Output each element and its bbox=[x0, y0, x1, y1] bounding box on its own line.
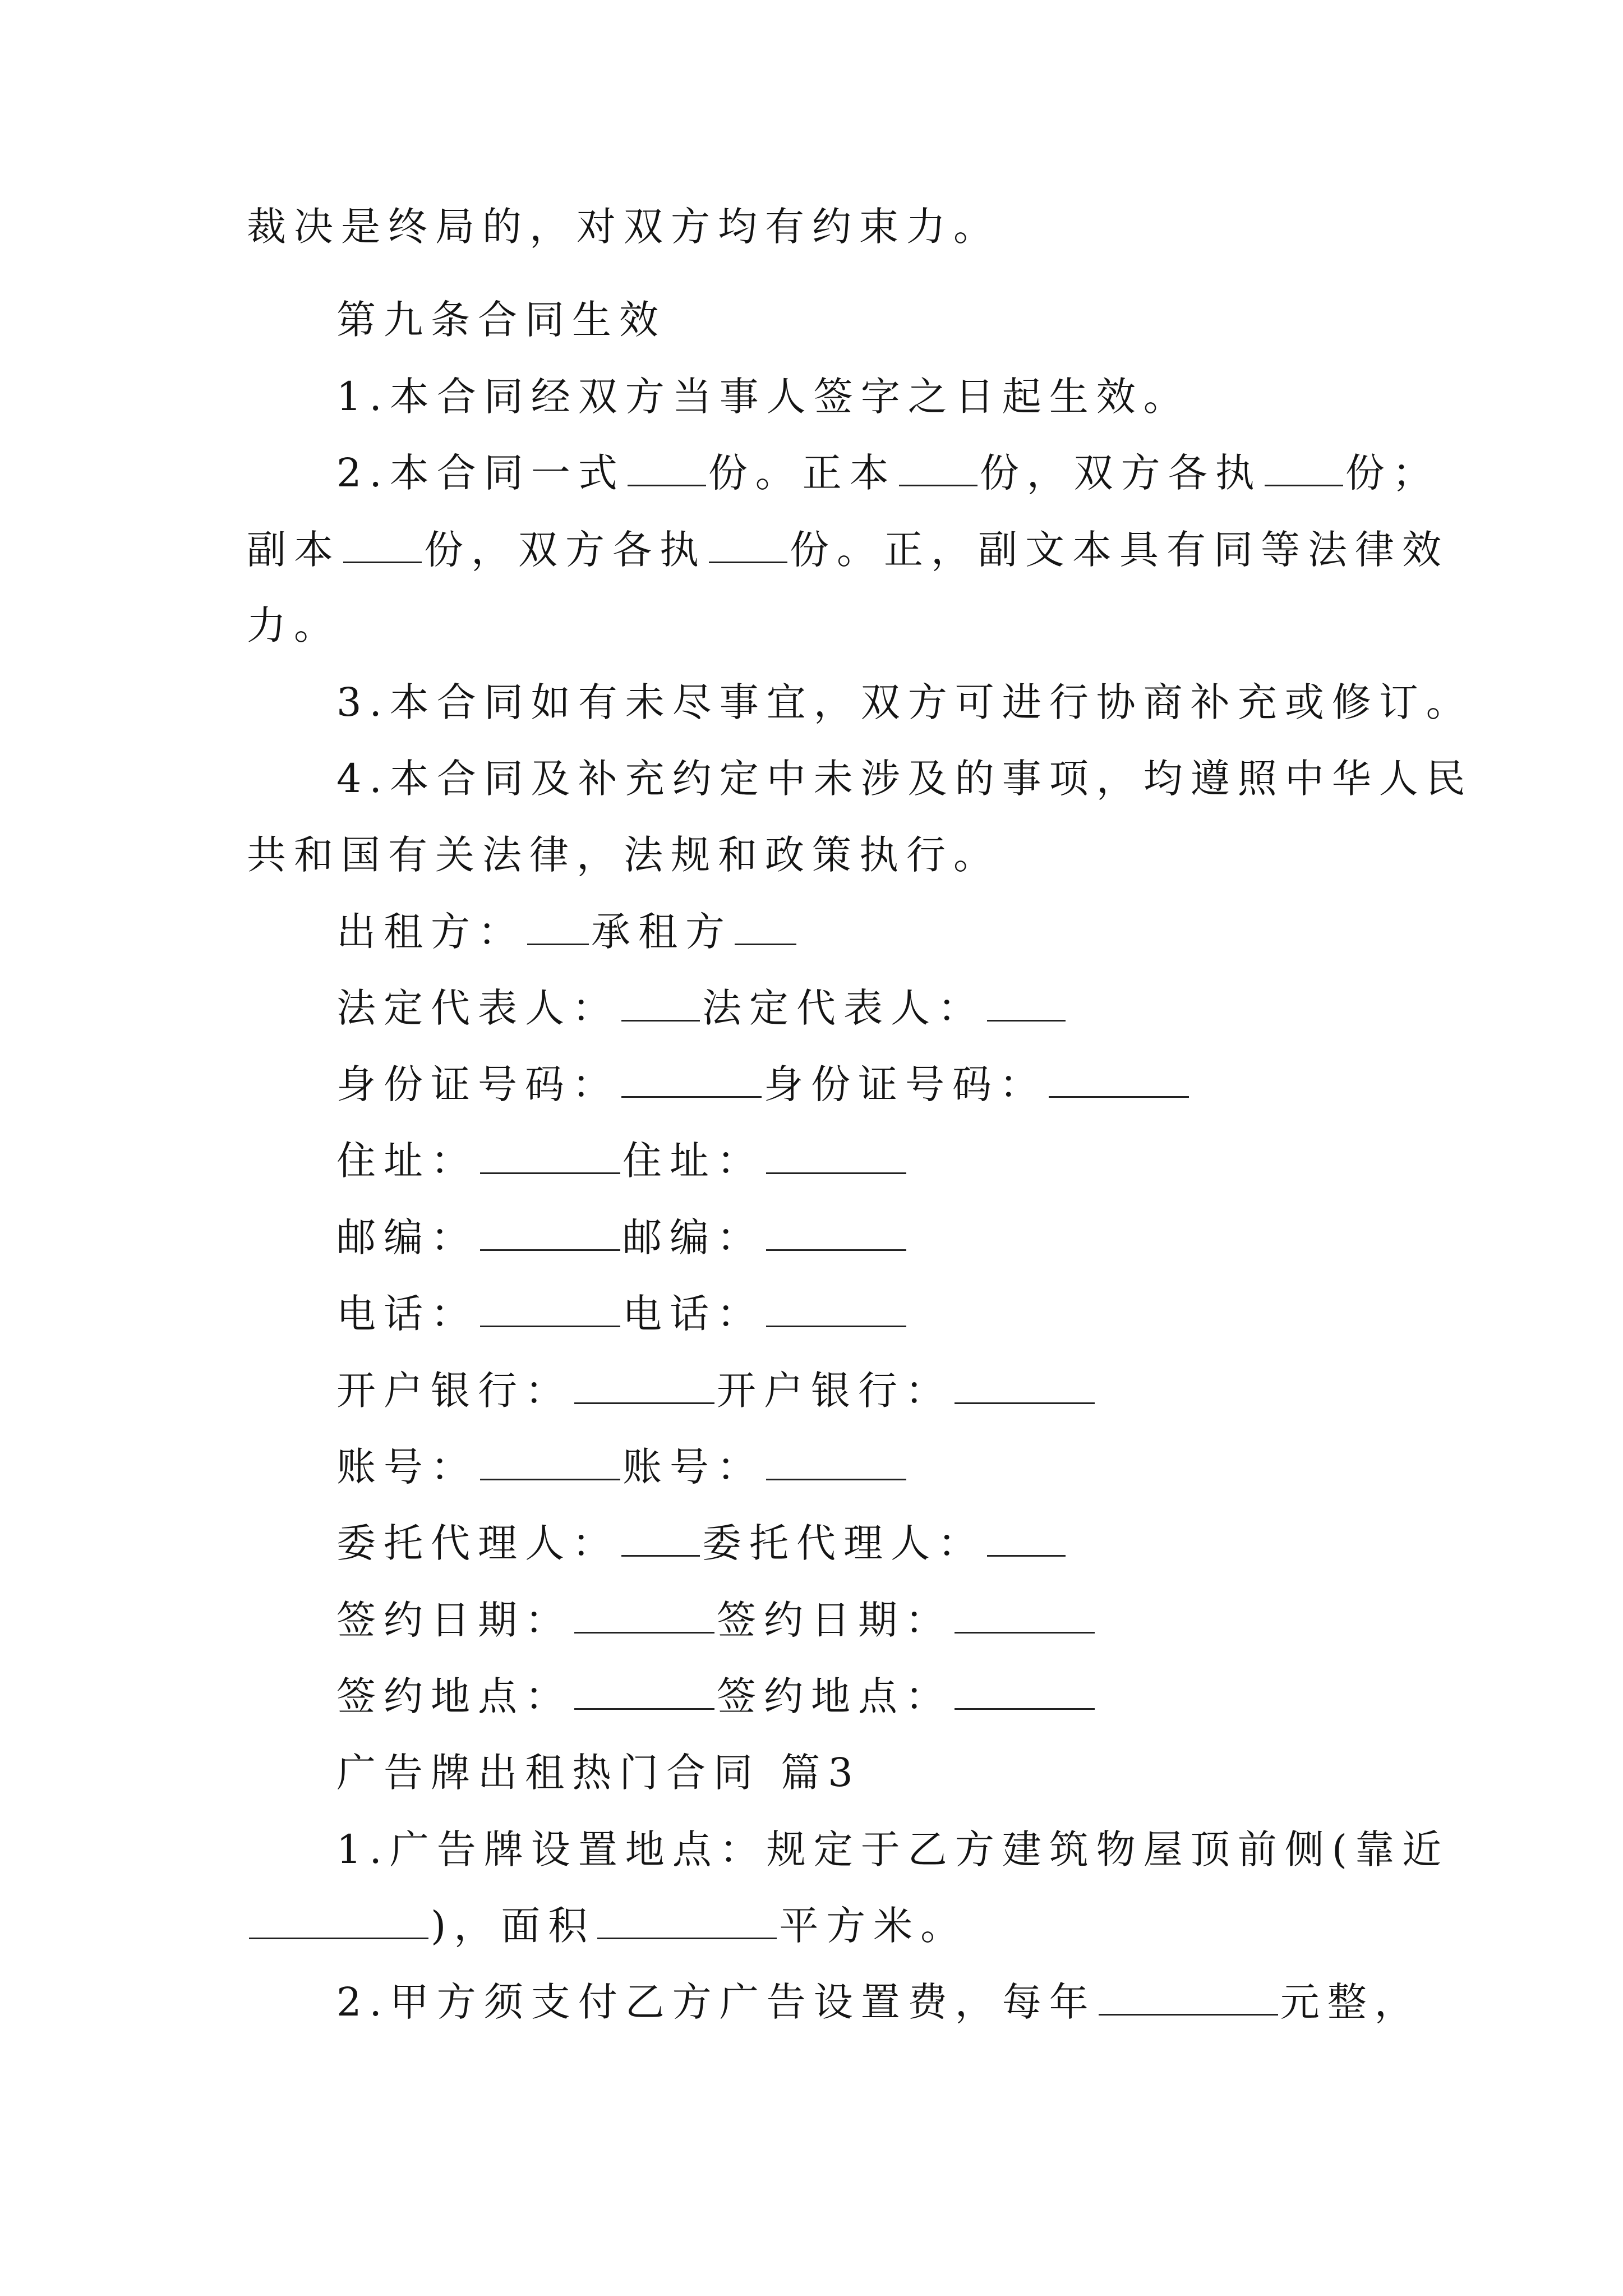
fill-blank[interactable] bbox=[955, 1598, 1095, 1634]
fill-blank[interactable] bbox=[709, 528, 787, 563]
fill-blank[interactable] bbox=[766, 1216, 906, 1251]
fill-blank[interactable] bbox=[249, 1904, 428, 1939]
clause-text: 4.本合同及补充约定中未涉及的事项，均遵照中华人民 bbox=[336, 756, 1473, 802]
fill-blank[interactable] bbox=[574, 1598, 714, 1634]
clause-text: 副本 bbox=[247, 527, 341, 573]
field-label: 法定代表人： bbox=[702, 985, 985, 1031]
fill-blank[interactable] bbox=[343, 528, 422, 563]
clause-text: 2.本合同一式 bbox=[336, 450, 625, 496]
clause-text: 份，双方各执 bbox=[424, 527, 707, 573]
fill-blank[interactable] bbox=[621, 986, 700, 1022]
clause-line bbox=[247, 599, 341, 652]
fill-blank[interactable] bbox=[574, 1674, 714, 1710]
signature-row bbox=[336, 981, 1068, 1035]
field-label: 出租方： bbox=[336, 909, 525, 955]
fill-blank[interactable] bbox=[527, 910, 589, 945]
fill-blank[interactable] bbox=[480, 1139, 620, 1174]
signature-row bbox=[336, 1669, 1097, 1723]
field-label: 账号： bbox=[336, 1444, 478, 1490]
clause-text: 份； bbox=[1345, 450, 1440, 496]
clause-line bbox=[336, 1823, 1449, 1876]
fill-blank[interactable] bbox=[1049, 1062, 1189, 1098]
paragraph-text: 裁决是终局的，对双方均有约束力。 bbox=[247, 204, 1000, 250]
signature-row bbox=[336, 1211, 909, 1264]
fill-blank[interactable] bbox=[480, 1445, 620, 1480]
fill-blank[interactable] bbox=[480, 1292, 620, 1327]
field-label: 账号： bbox=[623, 1444, 764, 1490]
clause-text: 份。正，副文本具有同等法律效 bbox=[790, 527, 1449, 573]
fill-blank[interactable] bbox=[766, 1139, 906, 1174]
clause-line bbox=[247, 828, 1000, 882]
field-label: 邮编： bbox=[623, 1214, 764, 1260]
text-line bbox=[247, 200, 1000, 254]
fill-blank[interactable] bbox=[1099, 1980, 1278, 2016]
field-label: 身份证号码： bbox=[336, 1061, 619, 1107]
clause-text: 1.广告牌设置地点：规定于乙方建筑物屋顶前侧(靠近 bbox=[336, 1826, 1450, 1872]
field-label: 法定代表人： bbox=[336, 985, 619, 1031]
field-label: 开户银行： bbox=[336, 1368, 572, 1414]
clause-line bbox=[336, 446, 1440, 500]
clause-line bbox=[247, 523, 1449, 577]
field-label: 委托代理人： bbox=[702, 1520, 985, 1566]
clause-line bbox=[336, 675, 1473, 729]
fill-blank[interactable] bbox=[597, 1904, 777, 1939]
field-label: 住址： bbox=[336, 1138, 478, 1184]
field-label: 签约地点： bbox=[336, 1673, 572, 1719]
clause-line bbox=[336, 1975, 1422, 2029]
clause-text: )，面积 bbox=[431, 1903, 596, 1949]
fill-blank[interactable] bbox=[1265, 451, 1343, 486]
fill-blank[interactable] bbox=[987, 986, 1066, 1022]
signature-row bbox=[336, 1364, 1097, 1418]
section-heading bbox=[336, 1746, 861, 1800]
fill-blank[interactable] bbox=[621, 1521, 700, 1557]
field-label: 签约日期： bbox=[336, 1597, 572, 1643]
fill-blank[interactable] bbox=[766, 1445, 906, 1480]
clause-text: 平方米。 bbox=[779, 1903, 968, 1949]
field-label: 身份证号码： bbox=[764, 1061, 1046, 1107]
signature-row bbox=[336, 1516, 1068, 1570]
fill-blank[interactable] bbox=[628, 451, 706, 486]
clause-line bbox=[336, 370, 1191, 424]
signature-row bbox=[336, 1134, 909, 1188]
fill-blank[interactable] bbox=[480, 1216, 620, 1251]
signature-row bbox=[336, 905, 799, 959]
fill-blank[interactable] bbox=[621, 1062, 762, 1098]
clause-text: 份。正本 bbox=[708, 450, 897, 496]
clause-line bbox=[336, 752, 1473, 806]
signature-row bbox=[336, 1593, 1097, 1647]
signature-row bbox=[336, 1057, 1191, 1111]
clause-text: 共和国有关法律，法规和政策执行。 bbox=[247, 832, 1000, 878]
field-label: 签约日期： bbox=[717, 1597, 952, 1643]
clause-text: 份，双方各执 bbox=[979, 450, 1262, 496]
clause-text: 2.甲方须支付乙方广告设置费，每年 bbox=[336, 1979, 1096, 2025]
clause-line bbox=[247, 1899, 967, 1953]
clause-text: 元整， bbox=[1280, 1979, 1422, 2025]
clause-text: 1.本合同经双方当事人签字之日起生效。 bbox=[336, 374, 1191, 420]
field-label: 住址： bbox=[623, 1138, 764, 1184]
fill-blank[interactable] bbox=[955, 1369, 1095, 1404]
field-label: 邮编： bbox=[336, 1214, 478, 1260]
fill-blank[interactable] bbox=[574, 1369, 714, 1404]
clause-text: 3.本合同如有未尽事宜，双方可进行协商补充或修订。 bbox=[336, 679, 1473, 725]
heading-text: 广告牌出租热门合同 篇3 bbox=[336, 1750, 861, 1796]
field-label: 电话： bbox=[623, 1291, 764, 1337]
clause-text: 力。 bbox=[247, 602, 341, 648]
signature-row bbox=[336, 1287, 909, 1341]
field-label: 委托代理人： bbox=[336, 1520, 619, 1566]
field-label: 承租方 bbox=[591, 909, 732, 955]
section-heading bbox=[336, 293, 666, 347]
fill-blank[interactable] bbox=[899, 451, 978, 486]
field-label: 电话： bbox=[336, 1291, 478, 1337]
signature-row bbox=[336, 1440, 909, 1494]
field-label: 开户银行： bbox=[717, 1368, 952, 1414]
fill-blank[interactable] bbox=[766, 1292, 906, 1327]
field-label: 签约地点： bbox=[717, 1673, 952, 1719]
heading-text: 第九条合同生效 bbox=[336, 297, 666, 343]
fill-blank[interactable] bbox=[955, 1674, 1095, 1710]
fill-blank[interactable] bbox=[987, 1521, 1066, 1557]
fill-blank[interactable] bbox=[735, 910, 796, 945]
